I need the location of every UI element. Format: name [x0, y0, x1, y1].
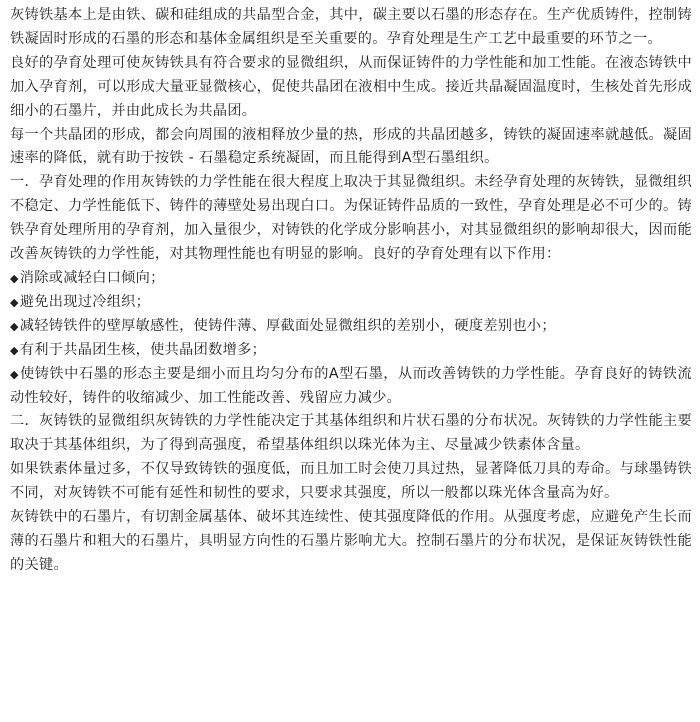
ferrite-paragraph: 如果铁素体量过多，不仅导致铸铁的强度低，而且加工时会使刀具过热，显著降低刀具的寿命。与球墨铸铁不同，对灰铸铁不可能有延性和韧性的要求，只要求其强度，所以一般都以珠光体含量高为好。: [10, 461, 692, 502]
diamond-bullet-icon: ◆: [10, 343, 19, 357]
bullet-text: 消除或减轻白口倾向；: [19, 269, 165, 286]
diamond-bullet-icon: ◆: [10, 295, 19, 309]
bullet-item: [10, 339, 692, 363]
bullet-item: [10, 363, 692, 411]
bullet-item: [10, 315, 692, 339]
inoculation-paragraph: 良好的孕育处理可使灰铸铁具有符合要求的显微组织，从而保证铸件的力学性能和加工性能。在液态铸铁中加入孕育剂，可以形成大量亚显微核心，促使共晶团在液相中生成。接近共晶凝固温度时，生核处首先形成细小的石墨片，并由此成长为共晶团。: [10, 54, 692, 119]
bullet-text: 减轻铸铁件的壁厚敏感性，使铸件薄、厚截面处显微组织的差别小，硬度差别也小；: [19, 317, 556, 334]
bullet-item: [10, 267, 692, 291]
section-one-paragraph: 一．孕育处理的作用灰铸铁的力学性能在很大程度上取决于其显微组织。未经孕育处理的灰铸铁，显微组织不稳定、力学性能低下、铸件的薄壁处易出现白口。为保证铸件品质的一致性，孕育处理是必不可少的。铸铁孕育处理所用的孕育剂，加入量很少，对铸铁的化学成分影响甚小，对其显微组织的影响却很大，因而能改善灰铸铁的力学性能，对其物理性能也有明显的影响。良好的孕育处理有以下作用：: [10, 174, 692, 263]
section-two-paragraph: 二．灰铸铁的显微组织灰铸铁的力学性能决定于其基体组织和片状石墨的分布状况。灰铸铁的力学性能主要取决于其基体组织，为了得到高强度，希望基体组织以珠光体为主、尽量减少铁素体含量。: [10, 413, 692, 454]
diamond-bullet-icon: ◆: [10, 367, 19, 381]
diamond-bullet-icon: ◆: [10, 271, 19, 285]
graphite-paragraph: 灰铸铁中的石墨片，有切割金属基体、破坏其连续性、使其强度降低的作用。从强度考虑，应避免产生长而薄的石墨片和粗大的石墨片，具明显方向性的石墨片影响尤大。控制石墨片的分布状况，是保证灰铸铁性能的关键。: [10, 509, 692, 573]
diamond-bullet-icon: ◆: [10, 319, 19, 333]
bullet-item: [10, 291, 692, 315]
bullet-text: 使铸铁中石墨的形态主要是细小而且均匀分布的A型石墨，从而改善铸铁的力学性能。孕育良好的铸铁流动性较好，铸件的收缩减少、加工性能改善、残留应力减少。: [10, 365, 692, 406]
intro-paragraph: 灰铸铁基本上是由铁、碳和硅组成的共晶型合金，其中，碳主要以石墨的形态存在。生产优质铸件，控制铸铁凝固时形成的石墨的形态和基体金属组织是至关重要的。孕育处理是生产工艺中最重要的环节之一。: [10, 7, 692, 47]
bullet-text: 有利于共晶团生核，使共晶团数增多；: [19, 341, 267, 358]
bullet-text: 避免出现过冷组织；: [19, 293, 151, 310]
eutectic-paragraph: 每一个共晶团的形成，都会向周围的液相释放少量的热，形成的共晶团越多，铸铁的凝固速率就越低。凝固速率的降低，就有助于按铁 - 石墨稳定系统凝固，而且能得到A型石墨组织。: [10, 126, 692, 167]
